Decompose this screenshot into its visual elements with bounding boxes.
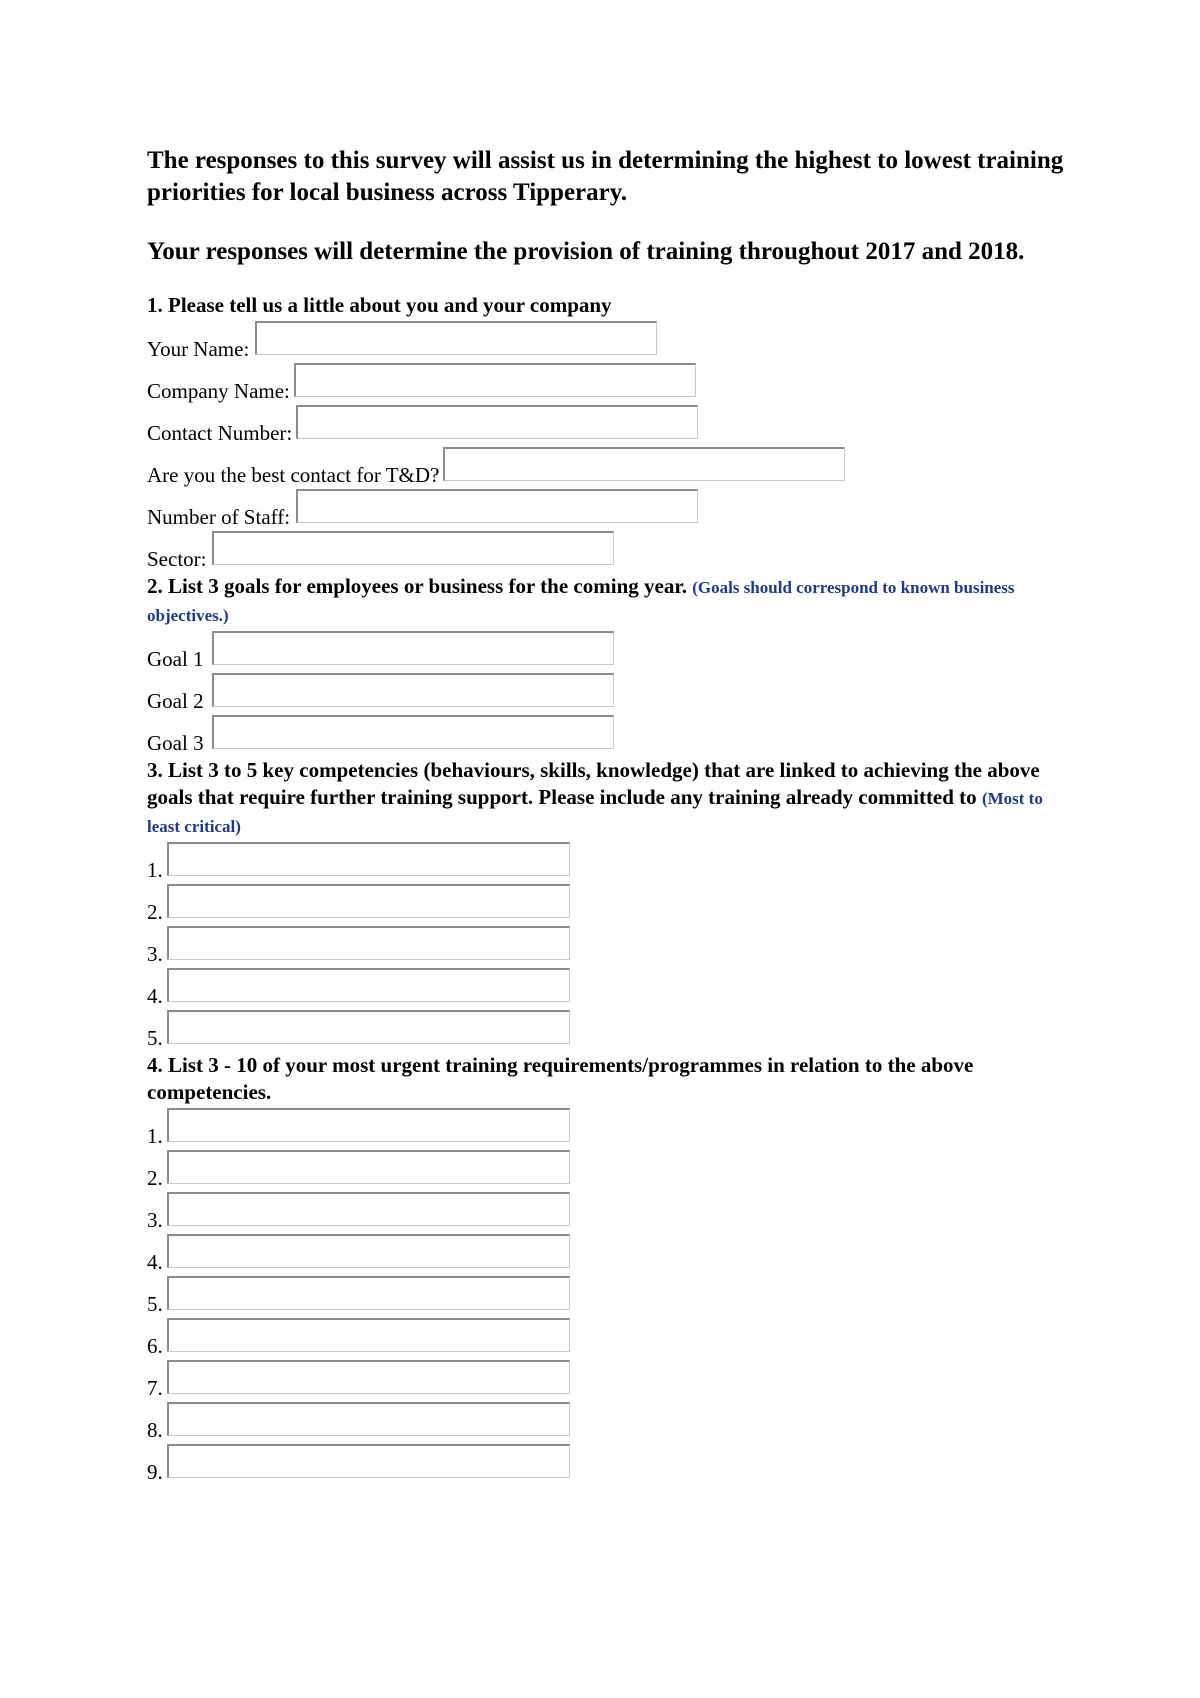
requirement-row-9 <box>147 1442 1072 1484</box>
question-2-heading <box>147 573 1072 629</box>
intro-paragraph-1: The responses to this survey will assist us in determining the highest to lowest training priorities for local business across Tipperary. <box>147 147 1064 206</box>
competency-row-3 <box>147 924 1072 966</box>
competency-4-label: 4. <box>147 984 163 1008</box>
requirement-row-3 <box>147 1190 1072 1232</box>
question-1-heading: 1. Please tell us a little about you and your company <box>147 293 612 317</box>
competency-row-5 <box>147 1008 1072 1050</box>
question-2-heading-text: 2. List 3 goals for employees or business for the coming year. <box>147 574 687 598</box>
best-contact-label: Are you the best contact for T&D? <box>147 463 440 487</box>
competency-2-label: 2. <box>147 900 163 924</box>
goal-1-label: Goal 1 <box>147 647 204 671</box>
requirement-2-input[interactable] <box>167 1150 570 1184</box>
field-row-goal-1 <box>147 629 1072 671</box>
requirement-row-5 <box>147 1274 1072 1316</box>
number-of-staff-label: Number of Staff: <box>147 505 291 529</box>
best-contact-input[interactable] <box>443 447 845 481</box>
requirement-4-input[interactable] <box>167 1234 570 1268</box>
goal-1-input[interactable] <box>212 631 614 665</box>
requirement-row-4 <box>147 1232 1072 1274</box>
goal-2-input[interactable] <box>212 673 614 707</box>
contact-number-label: Contact Number: <box>147 421 293 445</box>
intro-paragraph-2: Your responses will determine the provision of training throughout 2017 and 2018. <box>147 238 1025 265</box>
competency-1-input[interactable] <box>167 842 570 876</box>
competency-row-4 <box>147 966 1072 1008</box>
question-4-section <box>147 1052 1072 1484</box>
survey-page <box>147 145 1072 1484</box>
requirement-3-input[interactable] <box>167 1192 570 1226</box>
goal-2-label: Goal 2 <box>147 689 204 713</box>
requirement-8-label: 8. <box>147 1418 163 1442</box>
sector-input[interactable] <box>212 531 614 565</box>
your-name-input[interactable] <box>255 321 657 355</box>
requirement-row-7 <box>147 1358 1072 1400</box>
field-row-sector <box>147 529 1072 571</box>
company-name-input[interactable] <box>294 363 696 397</box>
requirement-8-input[interactable] <box>167 1402 570 1436</box>
competency-1-label: 1. <box>147 858 163 882</box>
company-name-label: Company Name: <box>147 379 290 403</box>
requirement-5-label: 5. <box>147 1292 163 1316</box>
question-3-heading-text: 3. List 3 to 5 key competencies (behaviours, skills, knowledge) that are linked to achieving the above goals that require further training support. Please include any training already committed to <box>147 758 1040 809</box>
requirement-4-label: 4. <box>147 1250 163 1274</box>
competency-5-label: 5. <box>147 1026 163 1050</box>
requirement-5-input[interactable] <box>167 1276 570 1310</box>
competency-2-input[interactable] <box>167 884 570 918</box>
requirement-6-label: 6. <box>147 1334 163 1358</box>
field-row-company-name <box>147 361 1072 403</box>
competency-4-input[interactable] <box>167 968 570 1002</box>
requirement-1-label: 1. <box>147 1124 163 1148</box>
goal-3-label: Goal 3 <box>147 731 204 755</box>
question-2-note: (Goals should correspond to known business objectives.) <box>147 578 1015 625</box>
field-row-goal-3 <box>147 713 1072 755</box>
requirement-7-input[interactable] <box>167 1360 570 1394</box>
contact-number-input[interactable] <box>296 405 698 439</box>
requirement-row-8 <box>147 1400 1072 1442</box>
requirement-row-2 <box>147 1148 1072 1190</box>
field-row-contact-number <box>147 403 1072 445</box>
competency-3-input[interactable] <box>167 926 570 960</box>
question-2-section <box>147 573 1072 755</box>
question-1-section <box>147 292 1072 571</box>
field-row-goal-2 <box>147 671 1072 713</box>
question-3-note: (Most to least critical) <box>147 789 1043 836</box>
field-row-your-name <box>147 319 1072 361</box>
requirement-row-1 <box>147 1106 1072 1148</box>
requirement-2-label: 2. <box>147 1166 163 1190</box>
field-row-number-of-staff <box>147 487 1072 529</box>
requirement-9-input[interactable] <box>167 1444 570 1478</box>
competency-row-2 <box>147 882 1072 924</box>
competency-row-1 <box>147 840 1072 882</box>
question-3-section <box>147 757 1072 1050</box>
requirement-9-label: 9. <box>147 1460 163 1484</box>
requirement-3-label: 3. <box>147 1208 163 1232</box>
sector-label: Sector: <box>147 547 207 571</box>
requirement-row-6 <box>147 1316 1072 1358</box>
competency-3-label: 3. <box>147 942 163 966</box>
competency-5-input[interactable] <box>167 1010 570 1044</box>
requirement-7-label: 7. <box>147 1376 163 1400</box>
question-3-heading <box>147 757 1072 840</box>
question-4-heading: 4. List 3 - 10 of your most urgent training requirements/programmes in relation to the above competencies. <box>147 1053 974 1104</box>
requirement-6-input[interactable] <box>167 1318 570 1352</box>
field-row-best-contact <box>147 445 1072 487</box>
requirement-1-input[interactable] <box>167 1108 570 1142</box>
goal-3-input[interactable] <box>212 715 614 749</box>
number-of-staff-input[interactable] <box>296 489 698 523</box>
your-name-label: Your Name: <box>147 337 250 361</box>
